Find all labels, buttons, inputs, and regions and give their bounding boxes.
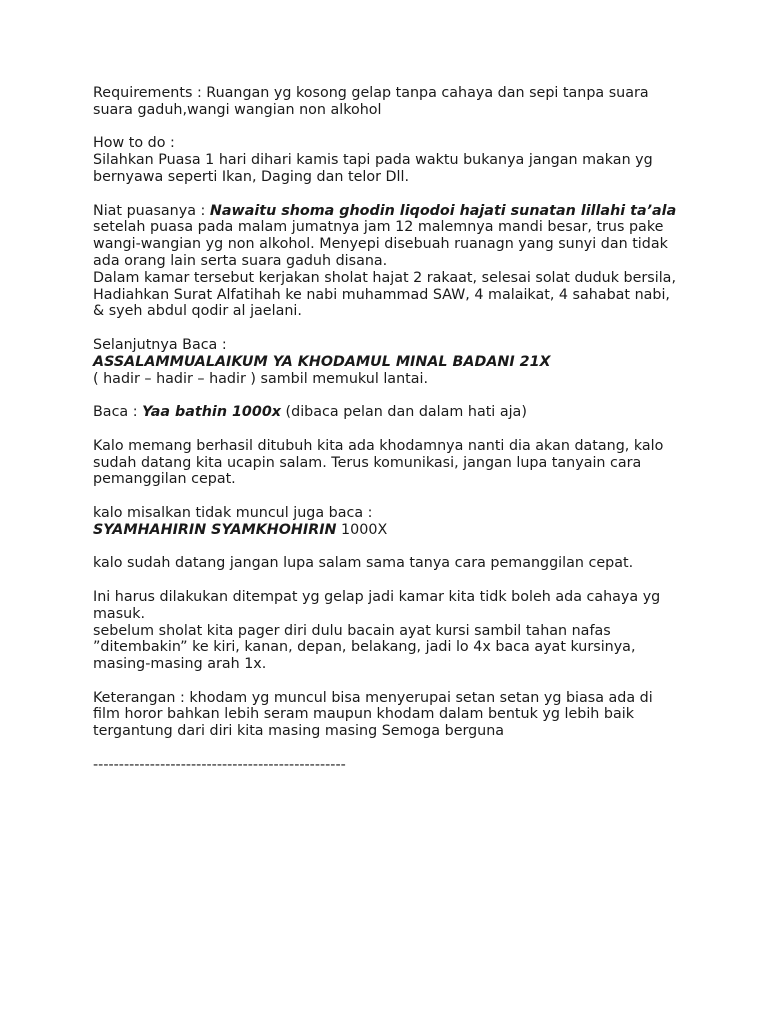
niat-paragraph <box>93 203 693 321</box>
how-to-do-heading: How to do : <box>93 135 175 152</box>
kalo-berhasil-paragraph <box>93 438 693 488</box>
requirements-line-2: suara gaduh,wangi wangian non alkohol <box>93 101 382 118</box>
kalo-sudah-datang-line-1: kalo sudah datang jangan lupa salam sama tanya cara pemanggilan cepat. <box>93 555 634 572</box>
requirements-paragraph <box>93 85 693 119</box>
ini-harus-line-5: masing-masing arah 1x. <box>93 656 267 673</box>
how-to-do-line-1: Silahkan Puasa 1 hari dihari kamis tapi pada waktu bukanya jangan makan yg <box>93 152 653 169</box>
ini-harus-line-2: masuk. <box>93 605 146 622</box>
kalo-sudah-datang-paragraph <box>93 555 693 572</box>
keterangan-paragraph <box>93 690 693 740</box>
selanjutnya-mantra: ASSALAMMUALAIKUM YA KHODAMUL MINAL BADANI 21X <box>93 353 551 370</box>
kalo-tidak-muncul-suffix: 1000X <box>336 521 388 538</box>
niat-line-3: wangi-wangian yg non alkohol. Menyepi disebuah ruanagn yang sunyi dan tidak <box>93 236 668 253</box>
baca-prefix: Baca : <box>93 404 143 421</box>
baca-line <box>93 404 693 421</box>
niat-prefix: Niat puasanya : <box>93 202 210 219</box>
divider-paragraph <box>93 757 693 774</box>
keterangan-line-2: film horor bahkan lebih seram maupun khodam dalam bentuk yg lebih baik <box>93 706 634 723</box>
ini-harus-line-1: Ini harus dilakukan ditempat yg gelap jadi kamar kita tidk boleh ada cahaya yg <box>93 588 661 605</box>
keterangan-line-3: tergantung dari diri kita masing masing Semoga berguna <box>93 723 505 740</box>
ini-harus-line-4: ”ditembakin” ke kiri, kanan, depan, belakang, jadi lo 4x baca ayat kursinya, <box>93 639 636 656</box>
niat-line-5: Dalam kamar tersebut kerjakan sholat hajat 2 rakaat, selesai solat duduk bersila, <box>93 269 676 286</box>
kalo-tidak-muncul-line-1: kalo misalkan tidak muncul juga baca : <box>93 504 373 521</box>
selanjutnya-paragraph <box>93 337 693 387</box>
kalo-tidak-muncul-line-2 <box>93 522 693 539</box>
selanjutnya-line-3: ( hadir – hadir – hadir ) sambil memukul lantai. <box>93 370 429 387</box>
niat-line-2: setelah puasa pada malam jumatnya jam 12 malemnya mandi besar, trus pake <box>93 219 664 236</box>
keterangan-line-1: Keterangan : khodam yg muncul bisa menyerupai setan setan yg biasa ada di <box>93 689 653 706</box>
ini-harus-line-3: sebelum sholat kita pager diri dulu bacain ayat kursi sambil tahan nafas <box>93 622 611 639</box>
niat-line-7: & syeh abdul qodir al jaelani. <box>93 303 302 320</box>
niat-line-1 <box>93 203 693 220</box>
selanjutnya-heading: Selanjutnya Baca : <box>93 336 227 353</box>
niat-line-6: Hadiahkan Surat Alfatihah ke nabi muhammad SAW, 4 malaikat, 4 sahabat nabi, <box>93 286 670 303</box>
how-to-do-line-2: bernyawa seperti Ikan, Daging dan telor Dll. <box>93 168 410 185</box>
requirements-line-1: Requirements : Ruangan yg kosong gelap tanpa cahaya dan sepi tanpa suara <box>93 85 649 101</box>
baca-suffix: (dibaca pelan dan dalam hati aja) <box>281 404 527 421</box>
dashed-divider: ------------------------------------------------- <box>93 756 346 773</box>
baca-paragraph <box>93 404 693 421</box>
kalo-tidak-muncul-paragraph <box>93 505 693 539</box>
kalo-berhasil-line-2: sudah datang kita ucapin salam. Terus komunikasi, jangan lupa tanyain cara <box>93 454 642 471</box>
kalo-berhasil-line-1: Kalo memang berhasil ditubuh kita ada khodamnya nanti dia akan datang, kalo <box>93 437 664 454</box>
ini-harus-paragraph <box>93 589 693 673</box>
niat-line-4: ada orang lain serta suara gaduh disana. <box>93 252 388 269</box>
niat-text: Nawaitu shoma ghodin liqodoi hajati sunatan lillahi ta’ala <box>209 202 677 219</box>
kalo-berhasil-line-3: pemanggilan cepat. <box>93 471 236 488</box>
document-page <box>93 85 693 790</box>
kalo-tidak-muncul-mantra: SYAMHAHIRIN SYAMKHOHIRIN <box>93 521 337 538</box>
baca-mantra: Yaa bathin 1000x <box>142 404 282 421</box>
how-to-do-paragraph <box>93 135 693 185</box>
